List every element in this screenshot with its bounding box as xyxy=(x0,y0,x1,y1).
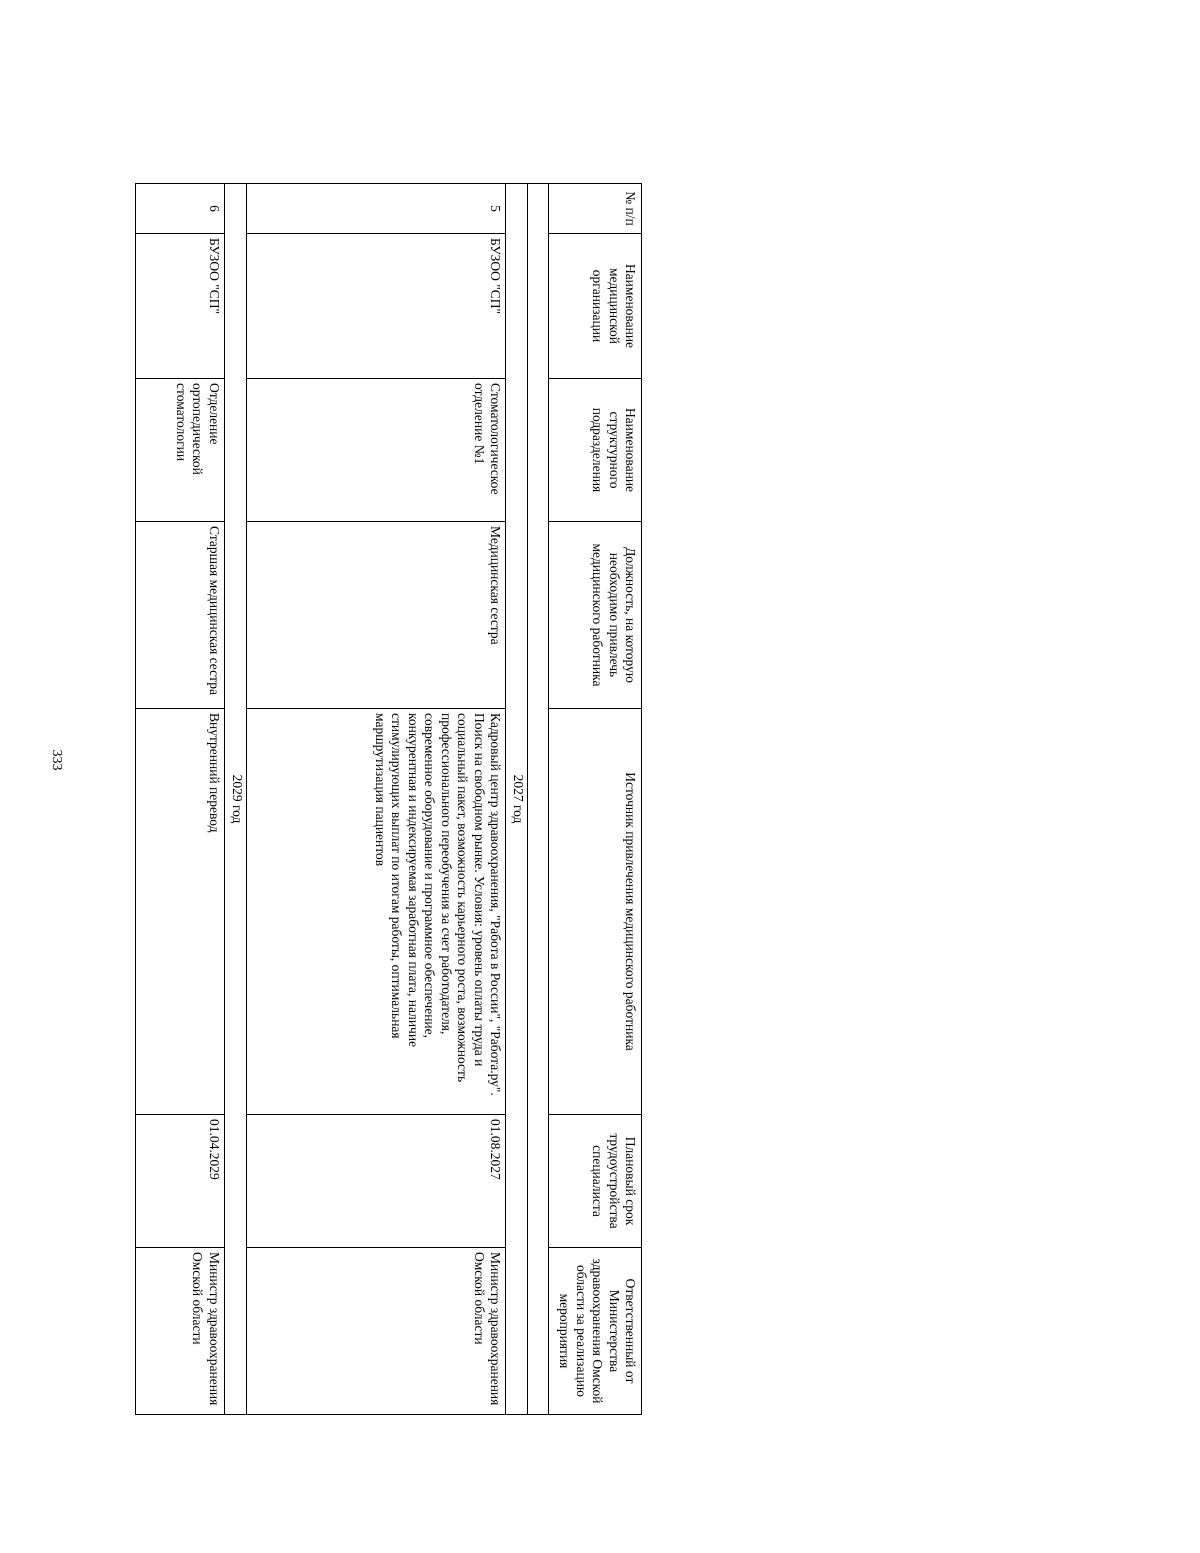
year-label: 2027 год xyxy=(506,184,528,1415)
table-header-row xyxy=(548,184,641,1415)
year-label: 2029 год xyxy=(224,184,246,1415)
landscape-table-frame xyxy=(135,183,642,1414)
table-row xyxy=(247,184,506,1415)
table-row xyxy=(136,184,225,1415)
row-source: Кадровый центр здравоохранения, "Работа в России", "Работа.ру". Поиск на свободном рынке. Условия: уровень оплаты труда и социальный пакет, возможность карьерного роста, возможность профессионального переобучения за счет работодателя, современное оборудование и программное обеспечение, конкурентная и индексируемая заработная плата, наличие стимулирующих выплат по итогам работы, оптимальная маршрутизация пациентов xyxy=(247,709,506,1115)
row-position: Медицинская сестра xyxy=(247,522,506,709)
row-department: Стоматологическое отделение №1 xyxy=(247,379,506,522)
row-position: Старшая медицинская сестра xyxy=(136,522,225,709)
spacer-cell xyxy=(528,184,548,1415)
row-num: 6 xyxy=(136,184,225,234)
year-row xyxy=(506,184,528,1415)
recruitment-table xyxy=(135,183,642,1415)
page-number-text: 333 xyxy=(49,749,64,771)
header-department: Наименование структурного подразделения xyxy=(548,379,641,522)
row-organization: БУЗОО "СП" xyxy=(136,234,225,379)
row-responsible: Министр здравоохранения Омской области xyxy=(247,1248,506,1415)
row-planned-date: 01.04.2029 xyxy=(136,1115,225,1248)
header-num: № п/п xyxy=(548,184,641,234)
row-department: Отделение ортопедической стоматологии xyxy=(136,379,225,522)
header-planned-date: Плановый срок трудоустройства специалиста xyxy=(548,1115,641,1248)
row-responsible: Министр здравоохранения Омской области xyxy=(136,1248,225,1415)
spacer-row xyxy=(528,184,548,1415)
row-planned-date: 01.08.2027 xyxy=(247,1115,506,1248)
row-num: 5 xyxy=(247,184,506,234)
header-position: Должность, на которую необходимо привлечь медицинского работника xyxy=(548,522,641,709)
header-organization: Наименование медицинской организации xyxy=(548,234,641,379)
year-row xyxy=(224,184,246,1415)
header-responsible: Ответственный от Министерства здравоохранения Омской области за реализацию мероприятия xyxy=(548,1248,641,1415)
row-source: Внутренний перевод xyxy=(136,709,225,1115)
header-source: Источник привлечения медицинского работника xyxy=(548,709,641,1115)
row-organization: БУЗОО "СП" xyxy=(247,234,506,379)
rotated-table-container xyxy=(135,183,642,1414)
